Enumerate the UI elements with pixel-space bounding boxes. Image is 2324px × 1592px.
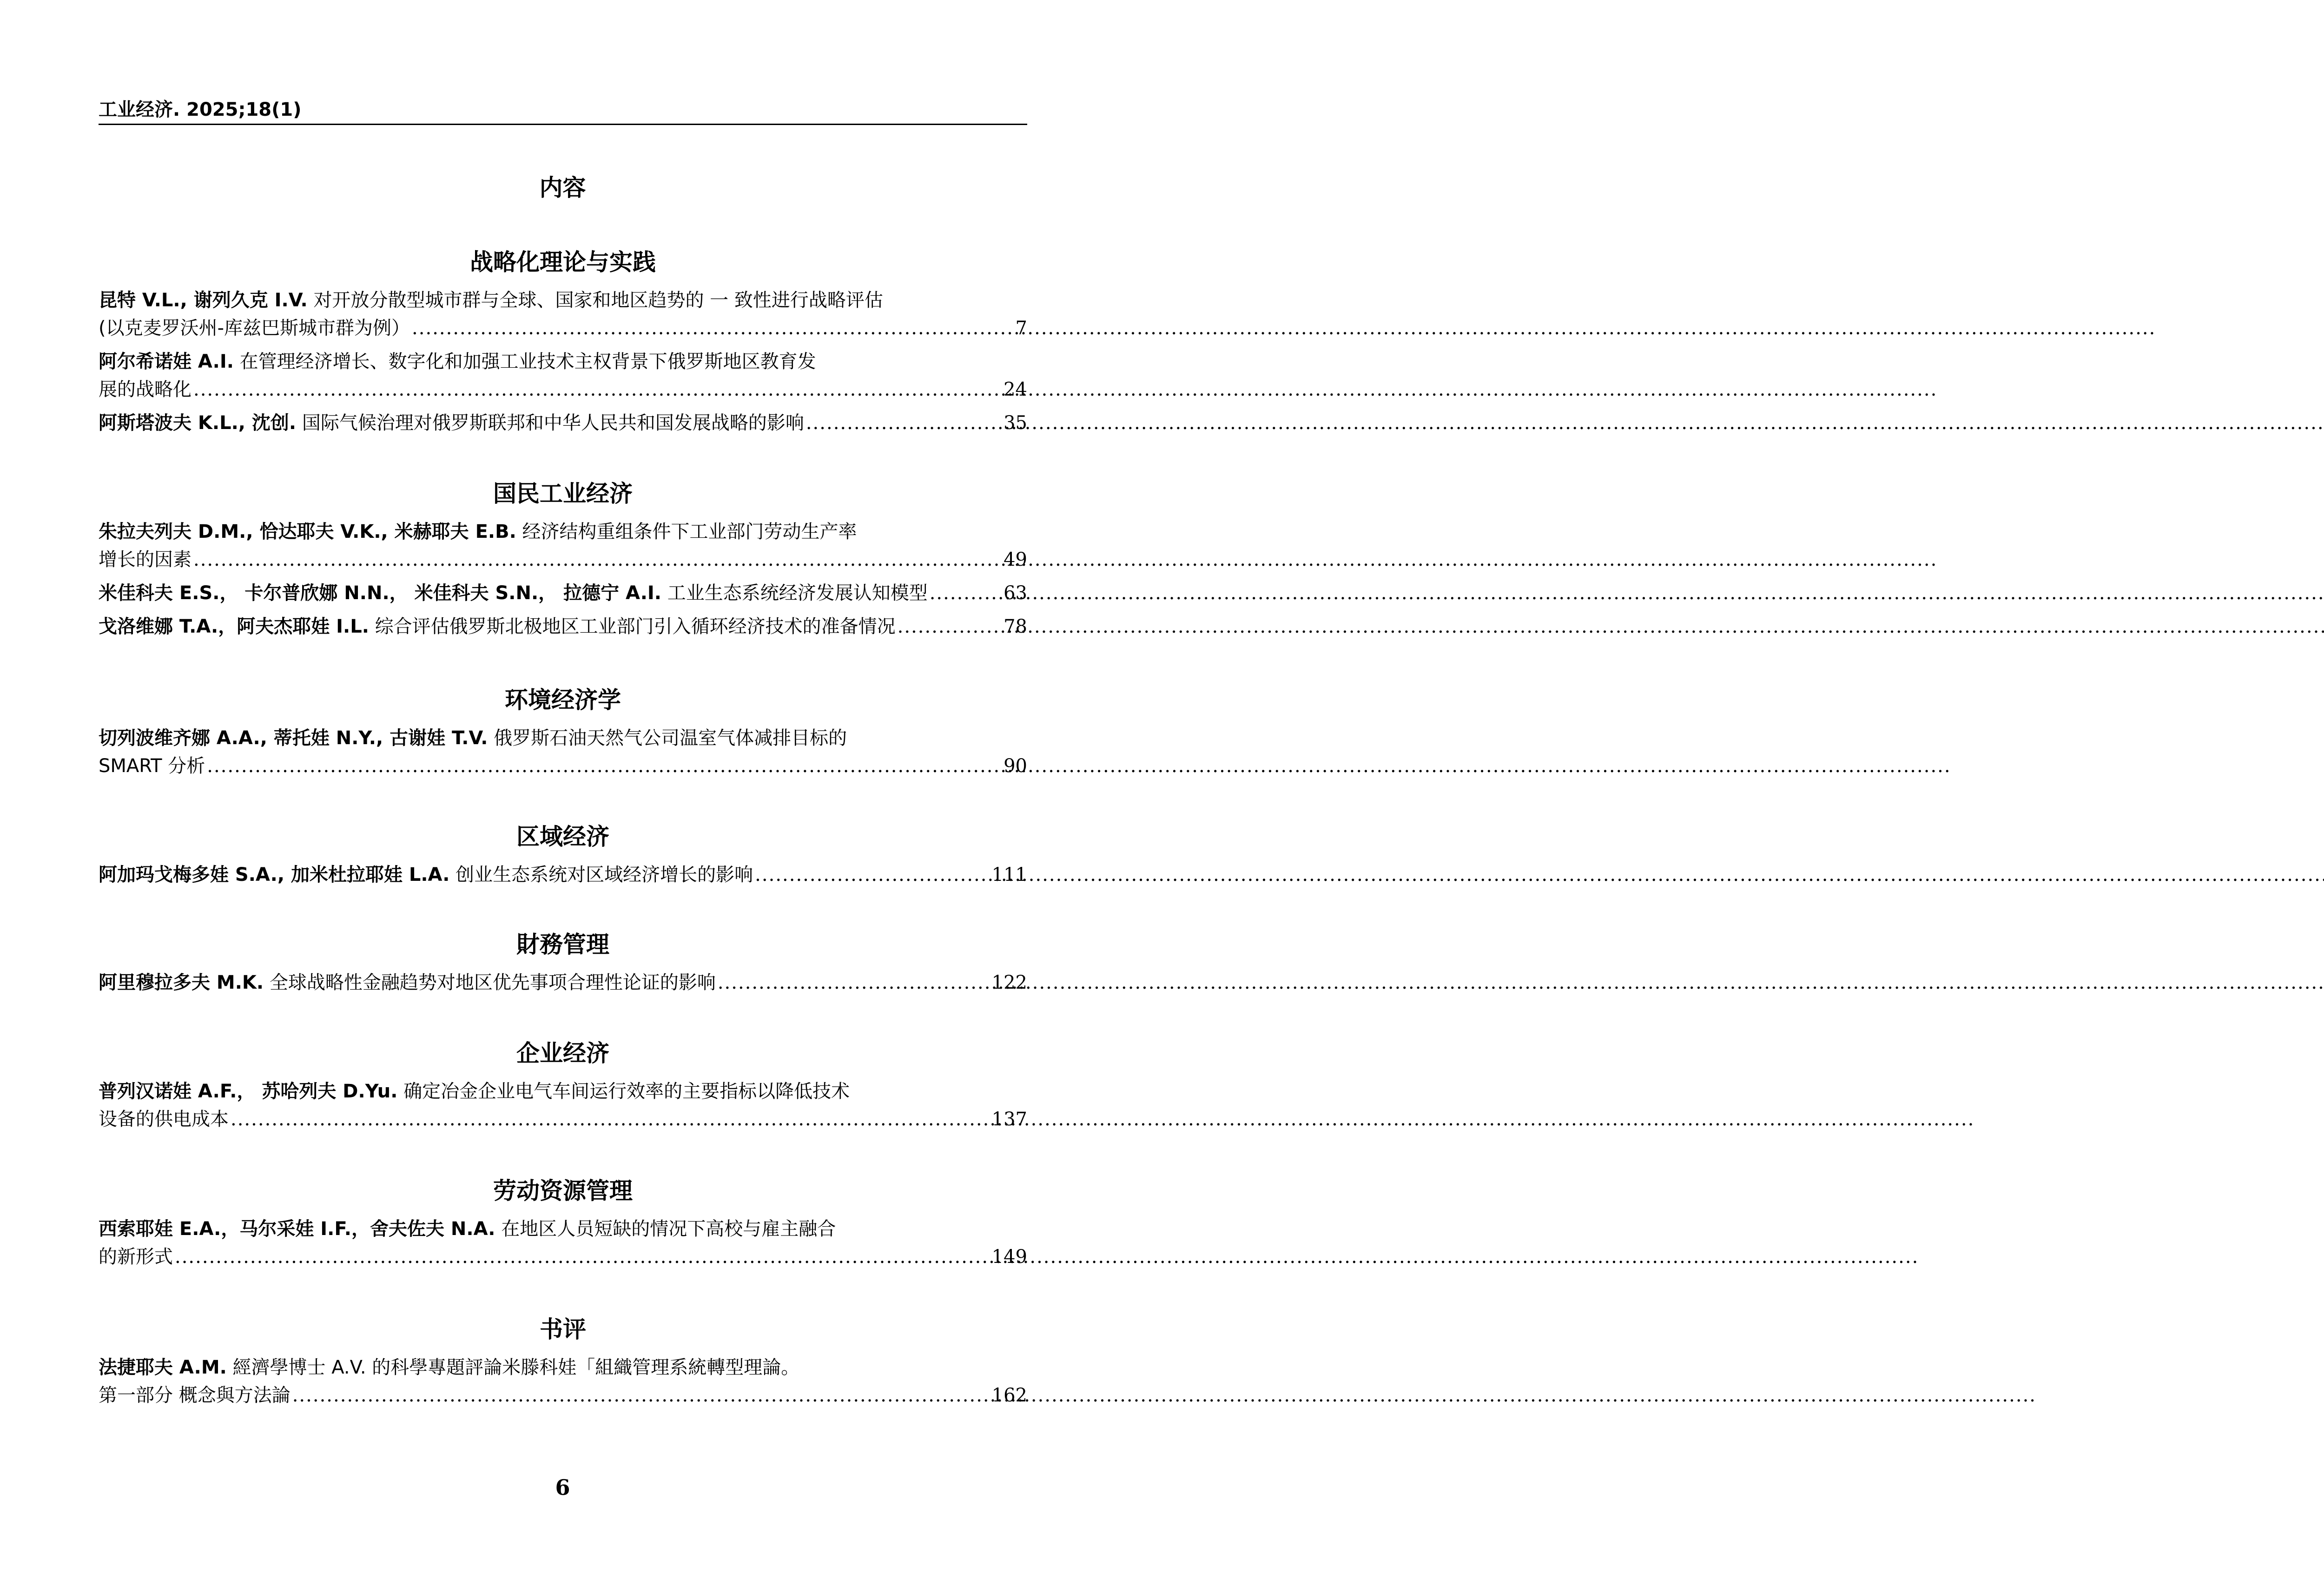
toc-entry[interactable] — [99, 969, 1027, 997]
entry-title-cont: 展的战略化 — [99, 379, 191, 400]
entry-title-cont: 第一部分 概念與方法論 — [99, 1385, 290, 1406]
entry-title: 全球战略性金融趋势对地区优先事项合理性论证的影响 — [269, 972, 716, 993]
entry-authors: 法捷耶夫 A.M. — [99, 1357, 227, 1378]
entry-page: 122 — [991, 972, 1027, 993]
entry-title-cont: (以克麦罗沃州-库兹巴斯城市群为例） — [99, 317, 410, 339]
entry-page: 35 — [1004, 412, 1027, 434]
toc-entry[interactable] — [99, 579, 1027, 607]
entry-title-cont: 的新形式 — [99, 1246, 173, 1268]
entry-page: 7 — [1015, 317, 1027, 339]
entry-title: 工业生态系统经济发展认知模型 — [667, 582, 928, 604]
toc-entry[interactable] — [99, 348, 1027, 403]
entry-page: 78 — [1004, 616, 1027, 637]
section-title: 企业经济 — [516, 1040, 609, 1067]
entry-page: 63 — [1004, 582, 1027, 604]
toc-entry[interactable] — [99, 518, 1027, 574]
toc-entry[interactable] — [99, 613, 1027, 641]
page-title: 内容 — [539, 174, 586, 201]
dot-leader — [896, 613, 1003, 641]
entry-title-cont: 增长的因素 — [99, 549, 191, 570]
section-labor — [99, 1176, 1027, 1271]
entry-page: 111 — [991, 864, 1027, 885]
section-national-industry — [99, 479, 1027, 641]
dot-leader — [804, 409, 1003, 437]
entry-page: 162 — [991, 1385, 1027, 1406]
entry-page: 90 — [1004, 755, 1027, 777]
entry-title: 创业生态系统对区域经济增长的影响 — [456, 864, 753, 885]
section-title: 书评 — [540, 1316, 586, 1343]
entry-title: 在管理经济增长、数字化和加强工业技术主权背景下俄罗斯地区教育发 — [239, 351, 816, 372]
dot-leader — [716, 969, 991, 997]
section-environmental — [99, 685, 1027, 780]
dot-leader — [191, 546, 1003, 574]
page-number: 6 — [555, 1475, 570, 1500]
toc-entry[interactable] — [99, 409, 1027, 437]
toc-entry[interactable] — [99, 1215, 1027, 1271]
entry-title: 在地区人员短缺的情况下高校与雇主融合 — [501, 1218, 836, 1240]
entry-authors: 阿加玛戈梅多娃 S.A., 加米杜拉耶娃 L.A. — [99, 864, 450, 885]
section-enterprise — [99, 1038, 1027, 1133]
entry-title-cont: SMART 分析 — [99, 755, 205, 777]
dot-leader — [205, 752, 1003, 780]
section-title: 劳动资源管理 — [493, 1177, 633, 1204]
toc-entry[interactable] — [99, 1077, 1027, 1133]
entry-authors: 昆特 V.L., 谢列久克 I.V. — [99, 290, 308, 311]
entry-authors: 米佳科夫 E.S.， 卡尔普欣娜 N.N.， 米佳科夫 S.N.， 拉德宁 A.I. — [99, 582, 661, 604]
entry-title: 国际气候治理对俄罗斯联邦和中华人民共和国发展战略的影响 — [302, 412, 804, 434]
journal-header: 工业经济. 2025;18(1) — [99, 98, 1027, 125]
entry-page: 149 — [991, 1246, 1027, 1268]
entry-title: 俄罗斯石油天然气公司温室气体减排目标的 — [494, 727, 847, 749]
section-title: 財務管理 — [516, 931, 609, 958]
entry-authors: 朱拉夫列夫 D.M., 恰达耶夫 V.K., 米赫耶夫 E.B. — [99, 521, 516, 542]
entry-title: 經濟學博士 A.V. 的科學專題評論米滕科娃「組織管理系統轉型理論。 — [232, 1357, 800, 1378]
entry-title: 综合评估俄罗斯北极地区工业部门引入循环经济技术的准备情况 — [375, 616, 896, 637]
dot-leader — [928, 579, 1003, 607]
toc-entry[interactable] — [99, 286, 1027, 342]
entry-page: 49 — [1004, 549, 1027, 570]
toc-entry[interactable] — [99, 1354, 1027, 1409]
section-regional — [99, 822, 1027, 889]
entry-title: 对开放分散型城市群与全球、国家和地区趋势的 一 致性进行战略评估 — [313, 290, 883, 311]
entry-authors: 戈洛维娜 T.A.，阿夫杰耶娃 I.L. — [99, 616, 369, 637]
entry-title: 确定冶金企业电气车间运行效率的主要指标以降低技术 — [403, 1081, 850, 1102]
entry-authors: 阿斯塔波夫 K.L., 沈创. — [99, 412, 297, 434]
entry-authors: 阿里穆拉多夫 M.K. — [99, 972, 264, 993]
toc-entry[interactable] — [99, 861, 1027, 889]
section-finance — [99, 930, 1027, 997]
section-book-review — [99, 1315, 1027, 1409]
entry-authors: 切列波维齐娜 A.A., 蒂托娃 N.Y., 古谢娃 T.V. — [99, 727, 488, 749]
entry-title: 经济结构重组条件下工业部门劳动生产率 — [522, 521, 857, 542]
section-title: 战略化理论与实践 — [470, 249, 656, 276]
entry-authors: 西索耶娃 E.A.，马尔采娃 I.F.，舍夫佐夫 N.A. — [99, 1218, 495, 1240]
dot-leader — [410, 314, 1015, 342]
entry-title-cont: 设备的供电成本 — [99, 1109, 229, 1130]
dot-leader — [290, 1381, 991, 1409]
section-title: 环境经济学 — [505, 687, 621, 713]
dot-leader — [173, 1243, 991, 1271]
entry-authors: 普列汉诺娃 A.F.， 苏哈列夫 D.Yu. — [99, 1081, 398, 1102]
dot-leader — [191, 376, 1003, 403]
section-strategy — [99, 247, 1027, 437]
entry-page: 24 — [1004, 379, 1027, 400]
section-title: 国民工业经济 — [493, 480, 633, 507]
toc-entry[interactable] — [99, 724, 1027, 780]
entry-page: 137 — [991, 1109, 1027, 1130]
dot-leader — [229, 1105, 991, 1133]
section-title: 区域经济 — [516, 823, 609, 850]
dot-leader — [753, 861, 990, 889]
entry-authors: 阿尔希诺娃 A.I. — [99, 351, 234, 372]
